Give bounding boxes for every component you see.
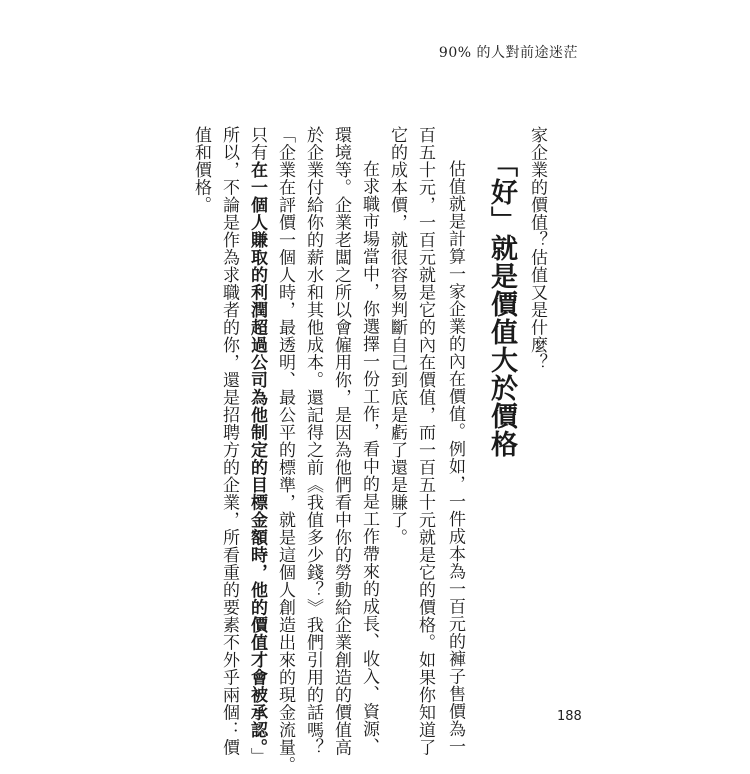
running-header: 90% 的人對前途迷茫 <box>438 45 578 61</box>
heading-keyword: 好 <box>486 178 517 206</box>
paragraph-line-5: 環境等。企業老闆之所以會僱用你，是因為他們看中你的勞動給企業創造的價值高 <box>331 126 351 756</box>
line-8-intro: 只有 <box>247 126 267 161</box>
paragraph-line-6: 於企業付給你的薪水和其他成本。還記得之前《我值多少錢？》我們引用的話嗎？ <box>303 126 323 756</box>
paragraph-line-9: 所以，不論是作為求職者的你，還是招聘方的企業，所看重的要素不外乎兩個：價 <box>219 126 239 756</box>
heading-rest: 就是價值大於價格 <box>486 234 517 458</box>
section-heading <box>488 150 515 458</box>
paragraph-line-3: 它的成本價，就很容易判斷自己到底是虧了還是賺了。 <box>387 126 407 546</box>
paragraph-line-7: 「企業在評價一個人時，最透明、最公平的標準，就是這個人創造出來的現金流量。 <box>275 126 295 774</box>
line-8-emphasis: 在一個人賺取的利潤超過公司為他制定的目標金額時，他的價值才會被承認。 <box>247 161 267 748</box>
paragraph-line-4: 在求職市場當中，你選擇一份工作，看中的是工作帶來的成長、收入、資源、 <box>359 160 379 755</box>
subtitle-column: 家企業的價值？估值又是什麼？ <box>527 126 547 371</box>
paragraph-line-10: 值和價格。 <box>191 126 211 214</box>
page-number: 188 <box>557 709 582 724</box>
line-8-close-quote: 」 <box>247 747 267 765</box>
paragraph-line-8 <box>248 126 265 765</box>
heading-open-bracket: 「 <box>486 150 517 178</box>
paragraph-line-1: 估值就是計算一家企業的內在價值。例如，一件成本為一百元的褲子售價為一 <box>445 160 465 755</box>
paragraph-line-2: 百五十元，一百元就是它的內在價值，而一百五十元就是它的價格。如果你知道了 <box>415 126 435 756</box>
heading-close-bracket: 」 <box>486 206 517 234</box>
